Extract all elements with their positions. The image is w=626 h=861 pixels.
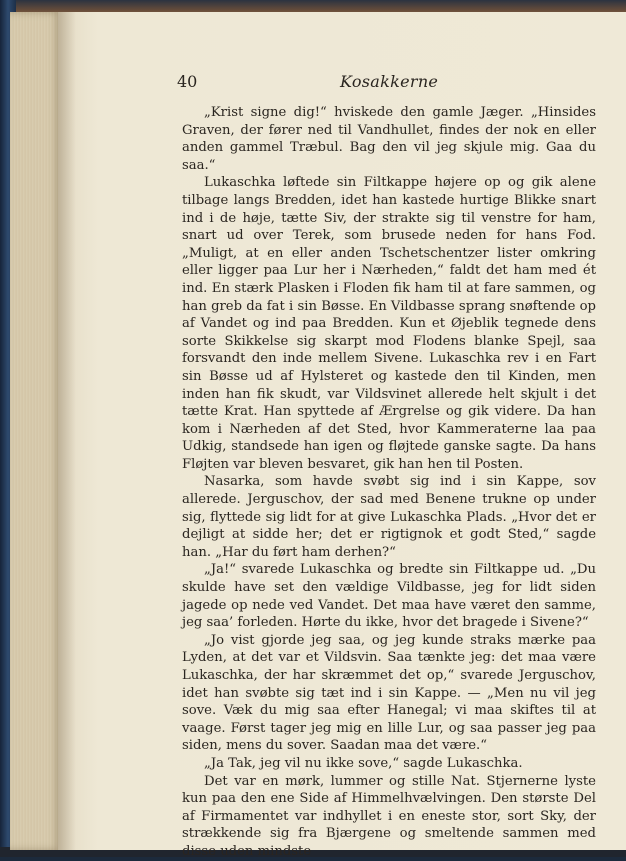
paragraph: „Ja!“ svarede Lukaschka og bredte sin Filtkappe ud. „Du skulde have set den vældige Vildbasse, jeg for lidt siden jagede op nede ved Vandet. Det maa have været den samme, jeg saa’ forleden. Hørte du ikke, hvor det bragede i Sivene?“ [182,562,596,631]
page-header [177,70,597,94]
body-text [182,104,596,861]
gutter-shadow [58,12,76,850]
paragraph: Lukaschka løftede sin Filtkappe højere op og gik alene tilbage langs Bredden, idet han kastede hurtige Blikke snart ind i de høje, tætte Siv, der strakte sig til venstre for ham, snart ud over Terek, som brusede neden for hans Fod. „Muligt, at en eller anden Tschetschentzer lister omkring eller ligger paa Lur her i Nærheden,“ faldt det ham med ét ind. En stærk Plasken i Floden fik ham til at fare sammen, og han greb da fat i sin Bøsse. En Vildbasse sprang snøftende op af Vandet og ind paa Bredden. Kun et Øjeblik tegnede dens sorte Skikkelse sig skarpt mod Flodens blanke Spejl, saa forsvandt den inde mellem Sivene. Lukaschka rev i en Fart sin Bøsse ud af Hylsteret og kastede den til Kinden, men inden han fik skudt, var Vildsvinet allerede helt skjult i det tætte Krat. Han spyttede af Ærgrelse og gik videre. Da han kom i Nærheden af det Sted, hvor Kammeraterne laa paa Udkig, standsede han igen og fløjtede ganske sagte. Da hans Fløjten var bleven besvaret, gik han hen til Posten. [182,175,596,472]
paragraph: „Krist signe dig!“ hviskede den gamle Jæger. „Hinsides Graven, der fører ned til Vandhullet, findes der nok en eller anden gammel Træbul. Bag den vil jeg skjule mig. Gaa du saa.“ [182,105,596,173]
page-number: 40 [177,72,198,91]
paragraph: Nasarka, som havde svøbt sig ind i sin Kappe, sov allerede. Jerguschov, der sad med Benene trukne op under sig, flyttede sig lidt for at give Lukaschka Plads. „Hvor det er dejligt at sidde her; det er rigtignok et godt Sted,“ sagde han. „Har du ført ham derhen?“ [182,474,596,560]
paragraph: „Ja Tak, jeg vil nu ikke sove,“ sagde Lukaschka. [204,755,523,771]
paragraph: Det var en mørk, lummer og stille Nat. Stjernerne lyste kun paa den ene Side af Himmelhvælvingen. Den største Del af Firmamentet var indhyllet i en eneste stor, sort Sky, der strækkende sig fra Bjærgene og smeltende sammen med disse uden mindste [182,773,596,859]
page-edges [10,12,62,850]
paragraph: „Jo vist gjorde jeg saa, og jeg kunde straks mærke paa Lyden, at det var et Vildsvin. Saa tænkte jeg: det maa være Lukaschka, der har skræmmet det op,“ svarede Jerguschov, idet han svøbte sig tæt ind i sin Kappe. — „Men nu vil jeg sove. Væk du mig saa efter Hanegal; vi maa skiftes til at vaage. Først tager jeg mig en lille Lur, og saa passer jeg paa siden, mens du sover. Saadan maa det være.“ [182,632,596,754]
running-title: Kosakkerne [340,72,439,91]
